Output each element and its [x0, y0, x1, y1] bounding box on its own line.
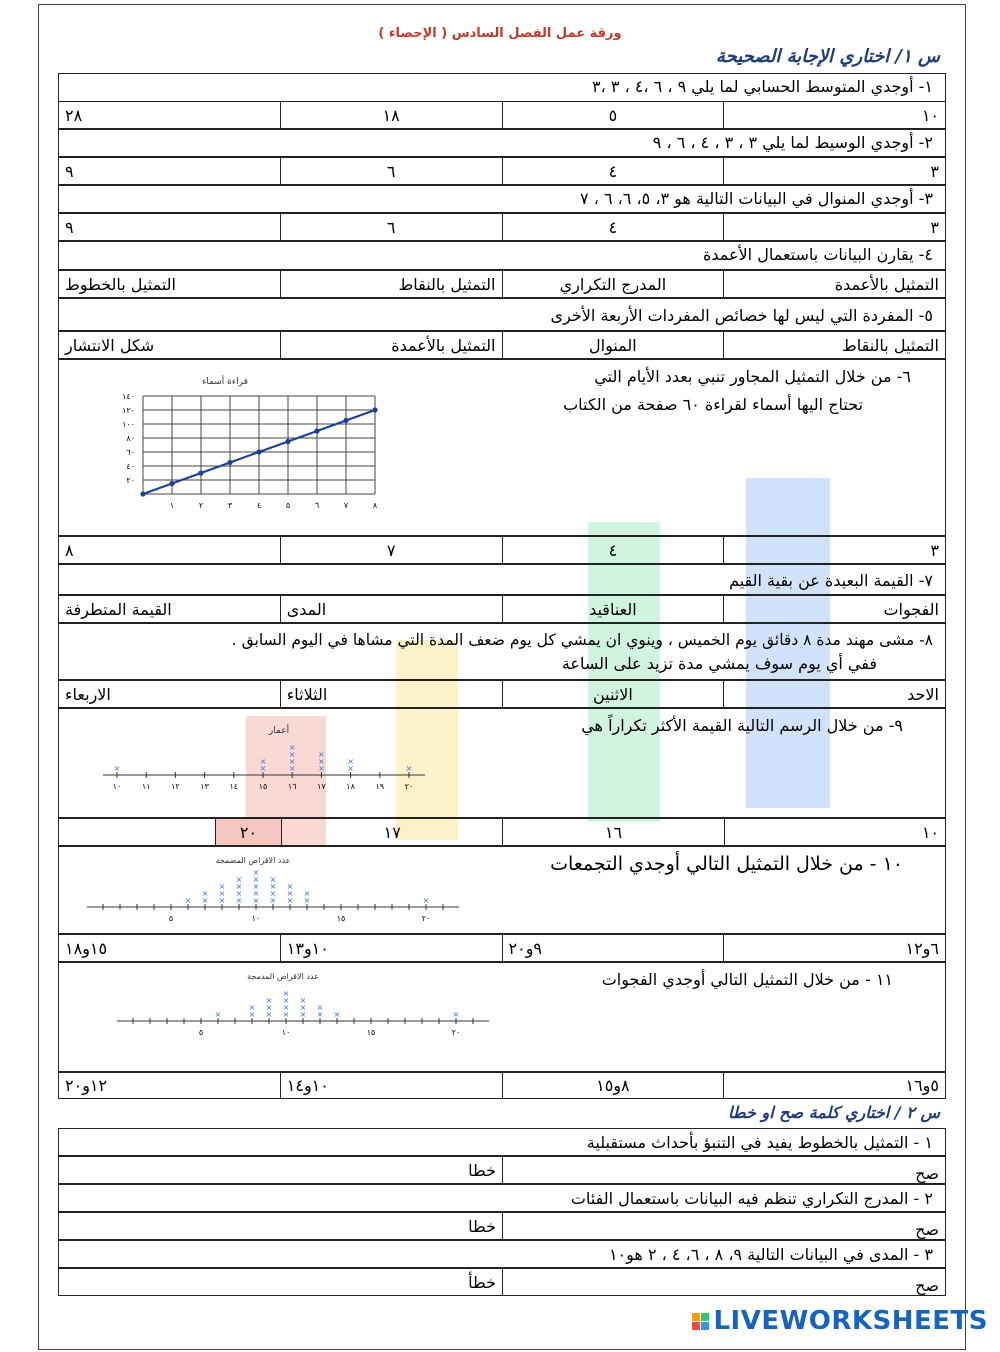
question-10: ١٠ - من خلال التمثيل التالي أوجدي التجمعات [550, 853, 903, 875]
dot-mark: × [318, 764, 325, 773]
dot-mark: × [252, 875, 260, 884]
dot-mark: × [288, 743, 296, 752]
true-option[interactable]: صح [502, 1157, 945, 1183]
y-tick-label: ٦٠ [126, 448, 135, 457]
dot-mark: × [347, 764, 354, 773]
tick-label: ١٥ [336, 914, 346, 923]
chart-grid [143, 396, 375, 494]
y-tick-label: ٤٠ [126, 462, 135, 471]
dot-mark: × [422, 896, 430, 905]
dot-mark: × [288, 757, 296, 766]
data-point [169, 481, 174, 486]
question-8-box [58, 623, 946, 680]
chart-title: قراءة أسماء [202, 377, 248, 387]
dot-mark: × [288, 750, 296, 759]
option[interactable]: ٦ [280, 158, 502, 184]
x-tick-label: ٧ [343, 501, 349, 510]
options-row-11 [58, 1072, 946, 1099]
option[interactable]: ١٦ [502, 819, 723, 845]
option[interactable]: شكل الانتشار [65, 335, 155, 355]
tick-label: ٢٠ [451, 1028, 461, 1037]
option[interactable]: ٨و١٥ [502, 1073, 724, 1098]
dot-mark: × [303, 896, 311, 905]
tick-label: ٥ [168, 914, 174, 923]
dot-mark: × [252, 889, 260, 898]
dot-mark: × [286, 882, 294, 891]
question-3: ٣- أوجدي المنوال في البيانات التالية هو ٣، ٥، ٦، ٦ ، ٧ [58, 185, 946, 213]
option[interactable]: ٤ [502, 537, 724, 563]
dot-mark: × [347, 757, 354, 766]
tick-label: ١٦ [287, 782, 297, 791]
option[interactable]: الاثنين [502, 681, 724, 707]
tf-question-1: ١ - التمثيل بالخطوط يفيد في التنبؤ بأحداث مستقبلية [58, 1128, 946, 1156]
options-row-3 [58, 213, 946, 241]
dot-mark: × [184, 896, 192, 905]
y-tick-label: ١٠٠ [122, 420, 135, 429]
option[interactable]: ١٠ [724, 819, 945, 845]
dot-mark: × [282, 1003, 290, 1012]
dot-mark: × [299, 1010, 307, 1019]
dot-mark: × [316, 1003, 324, 1012]
logo-text: LIVEWORKSHEETS [713, 1306, 988, 1336]
option[interactable]: ٦و١٢ [723, 935, 945, 961]
section-2-heading: س ٢ / اختاري كلمة صح او خطا [728, 1103, 940, 1122]
dot-mark: × [286, 889, 294, 898]
option[interactable]: التمثيل بالأعمدة [280, 332, 502, 358]
y-tick-label: ١٤٠ [122, 392, 135, 401]
dot-mark: × [252, 882, 260, 891]
options-row-6 [58, 536, 946, 564]
dot-mark: × [269, 875, 277, 884]
x-tick-label: ٢ [198, 501, 204, 510]
dot-mark: × [252, 896, 260, 905]
question-8-line-2: ففي أي يوم سوف يمشي مدة تزيد على الساعة [561, 654, 877, 673]
cd-cluster-dot-plot [83, 853, 463, 927]
options-row-4 [58, 270, 946, 298]
dot-mark: × [299, 1003, 307, 1012]
question-6-line-2: تحتاج اليها أسماء لقراءة ٦٠ صفحة من الكتاب [563, 395, 863, 414]
y-tick-label: ٢٠ [126, 476, 135, 485]
option[interactable]: المدرج التكراري [502, 271, 724, 297]
dot-mark: × [218, 882, 226, 891]
option[interactable]: ١٠و١٣ [280, 935, 502, 961]
logo-icon [692, 1313, 709, 1330]
dot-mark: × [218, 896, 226, 905]
tick-label: ١٠ [112, 782, 122, 791]
option[interactable]: ١٠ [723, 102, 945, 128]
question-11-box [58, 962, 946, 1072]
tick-label: ١٤ [229, 782, 239, 791]
data-point [140, 491, 145, 496]
dot-mark: × [318, 757, 325, 766]
dot-mark: × [299, 996, 307, 1005]
option-selected[interactable]: ٢٠ [215, 819, 281, 845]
tick-label: ١٩ [375, 782, 385, 791]
page-title: ورقة عمل الفصل السادس ( الإحصاء ) [378, 26, 622, 41]
dot-mark: × [452, 1010, 460, 1019]
dot-mark: × [265, 996, 273, 1005]
option[interactable]: ٤ [502, 214, 724, 240]
option[interactable]: ٦ [280, 214, 502, 240]
option[interactable]: الاربعاء [65, 684, 111, 704]
dot-mark: × [316, 1010, 324, 1019]
dot-mark: × [282, 1010, 290, 1019]
false-option[interactable]: خطا [468, 1216, 496, 1236]
chart-title: عدد الاقراص المضمجة [215, 856, 291, 865]
dot-mark: × [214, 1010, 222, 1019]
option[interactable]: التمثيل بالنقاط [723, 332, 945, 358]
dot-mark: × [113, 764, 121, 773]
tick-label: ١١ [141, 782, 151, 791]
tick-label: ١٧ [317, 782, 326, 791]
tick-label: ٢٠ [421, 914, 431, 923]
question-2: ٢- أوجدي الوسيط لما يلي ٣ ، ٣ ، ٤ ، ٦ ، ٩ [58, 129, 946, 157]
dot-mark: × [333, 1010, 341, 1019]
dot-mark: × [248, 1010, 256, 1019]
tf-question-3: ٣ - المدى في البيانات التالية ٩، ٨ ، ٦، ٤ ، ٢ هو١٠ [58, 1240, 946, 1268]
data-point [198, 470, 203, 475]
dot-mark: × [282, 996, 290, 1005]
option-spacer [59, 819, 215, 845]
dot-mark: × [288, 764, 296, 773]
option[interactable]: التمثيل بالخطوط [65, 274, 176, 294]
options-row-5 [58, 331, 946, 359]
dot-mark: × [201, 889, 209, 898]
option[interactable]: القيمة المتطرفة [65, 599, 172, 619]
option[interactable]: ٣ [723, 214, 945, 240]
option[interactable]: ٤ [502, 158, 724, 184]
option[interactable]: ٥و١٦ [723, 1073, 945, 1098]
tick-label: ٥ [198, 1028, 204, 1037]
data-point [314, 428, 319, 433]
question-4: ٤- يقارن البيانات باستعمال الأعمدة [58, 241, 946, 270]
option[interactable]: ٣ [723, 537, 945, 563]
option[interactable]: الفجوات [723, 596, 945, 622]
dot-mark: × [252, 868, 260, 877]
chart-title: عدد الاقراص المدمجة [247, 972, 319, 981]
option[interactable]: ٧ [280, 537, 502, 563]
dot-mark: × [286, 896, 294, 905]
y-tick-label: ١٢٠ [122, 406, 135, 415]
question-9: ٩- من خلال الرسم التالية القيمة الأكثر تكراراً هي [581, 716, 903, 735]
dot-mark: × [248, 1003, 256, 1012]
reading-line-chart [95, 372, 395, 522]
options-row-10 [58, 934, 946, 962]
option[interactable]: ٣ [723, 158, 945, 184]
tick-label: ٢٠ [404, 782, 414, 791]
options-row-8 [58, 680, 946, 708]
tick-label: ١٠ [251, 914, 261, 923]
question-10-box [58, 846, 946, 934]
data-point [285, 439, 290, 444]
dot-mark: × [218, 889, 226, 898]
dot-mark: × [269, 896, 277, 905]
options-row-2 [58, 157, 946, 185]
option[interactable]: ١٧ [281, 819, 502, 845]
option[interactable]: ٩ [65, 217, 74, 237]
data-point [343, 418, 348, 423]
option[interactable]: ٥ [502, 102, 724, 128]
x-tick-label: ٤ [256, 501, 262, 510]
chart-title: أعمار [268, 726, 290, 736]
data-point [227, 460, 232, 465]
false-option[interactable]: خطا [468, 1160, 496, 1180]
true-option[interactable]: صح [502, 1213, 945, 1239]
dot-mark: × [318, 750, 325, 759]
true-option[interactable]: صح [502, 1269, 945, 1295]
question-6-box [58, 359, 946, 536]
dot-mark: × [282, 989, 290, 998]
data-point [256, 449, 261, 454]
section-1-heading: س ١/ اختاري الإجابة الصحيحة [715, 46, 940, 67]
tick-label: ١٣ [200, 782, 209, 791]
dot-mark: × [259, 764, 267, 773]
option[interactable]: ١٠و١٤ [280, 1073, 502, 1098]
dot-mark: × [235, 882, 243, 891]
option[interactable]: المدى [280, 596, 502, 622]
question-7: ٧- القيمة البعيدة عن بقية القيم [58, 564, 946, 595]
dot-mark: × [303, 889, 311, 898]
liveworksheets-logo [692, 1306, 988, 1336]
tf-question-2: ٢ - المدرج التكراري تنظم فيه البيانات باستعمال الفئات [58, 1184, 946, 1212]
tick-label: ١٨ [346, 782, 355, 791]
question-8: ٨- مشى مهند مدة ٨ دقائق يوم الخميس ، وينوي ان يمشي كل يوم ضعف المدة التي مشاها في اليوم السابق . [231, 631, 933, 649]
options-row-7 [58, 595, 946, 623]
options-row-9 [58, 818, 946, 846]
option[interactable]: الثلاثاء [280, 681, 502, 707]
ages-dot-plot [99, 723, 429, 803]
x-tick-label: ٦ [314, 501, 320, 510]
question-1: ١- أوجدي المتوسط الحسابي لما يلي ٩ ، ٦ ،٤ ، ٣ ،٣ [58, 73, 946, 102]
option[interactable]: التمثيل بالنقاط [280, 271, 502, 297]
option[interactable]: التمثيل بالأعمدة [723, 271, 945, 297]
tf-answers-3 [58, 1268, 946, 1296]
dot-mark: × [265, 1003, 273, 1012]
option[interactable]: ١٨ [280, 102, 502, 128]
dot-mark: × [235, 889, 243, 898]
option[interactable]: المنوال [502, 332, 724, 358]
question-11: ١١ - من خلال التمثيل التالي أوجدي الفجوات [601, 970, 893, 989]
dot-mark: × [269, 882, 277, 891]
option[interactable]: ١٢و٢٠ [65, 1076, 108, 1095]
tf-answers-2 [58, 1212, 946, 1240]
tf-answers-1 [58, 1156, 946, 1184]
data-point [372, 407, 377, 412]
option[interactable]: ٩و٢٠ [502, 935, 724, 961]
dot-mark: × [269, 889, 277, 898]
cd-gap-dot-plot [113, 969, 493, 1049]
x-tick-label: ٣ [227, 501, 233, 510]
tick-label: ١٥ [366, 1028, 376, 1037]
option[interactable]: ٢٨ [65, 105, 83, 125]
tick-label: ١٥ [258, 782, 268, 791]
false-option[interactable]: خطأ [468, 1272, 496, 1292]
question-6: ٦- من خلال التمثيل المجاور تنبي بعدد الأيام التي [594, 367, 911, 386]
dot-mark: × [265, 1010, 273, 1019]
dot-mark: × [235, 875, 243, 884]
option[interactable]: ٩ [65, 161, 74, 181]
dot-mark: × [235, 896, 243, 905]
option[interactable]: ٨ [65, 540, 74, 560]
tick-label: ١٠ [281, 1028, 291, 1037]
x-tick-label: ٨ [372, 501, 378, 510]
option[interactable]: الاحد [723, 681, 945, 707]
question-5: ٥- المفردة التي ليس لها خصائص المفردات الأربعة الأخرى [58, 298, 946, 331]
x-tick-label: ٥ [285, 501, 291, 510]
tick-label: ١٢ [171, 782, 180, 791]
y-tick-label: ٨٠ [126, 434, 135, 443]
dot-mark: × [201, 896, 209, 905]
option[interactable]: ١٥و١٨ [65, 938, 108, 958]
option[interactable]: العناقيد [502, 596, 724, 622]
dot-mark: × [259, 757, 267, 766]
x-tick-label: ١ [169, 501, 175, 510]
question-9-box [58, 708, 946, 818]
dot-mark: × [405, 764, 413, 773]
options-row-1 [58, 101, 946, 129]
